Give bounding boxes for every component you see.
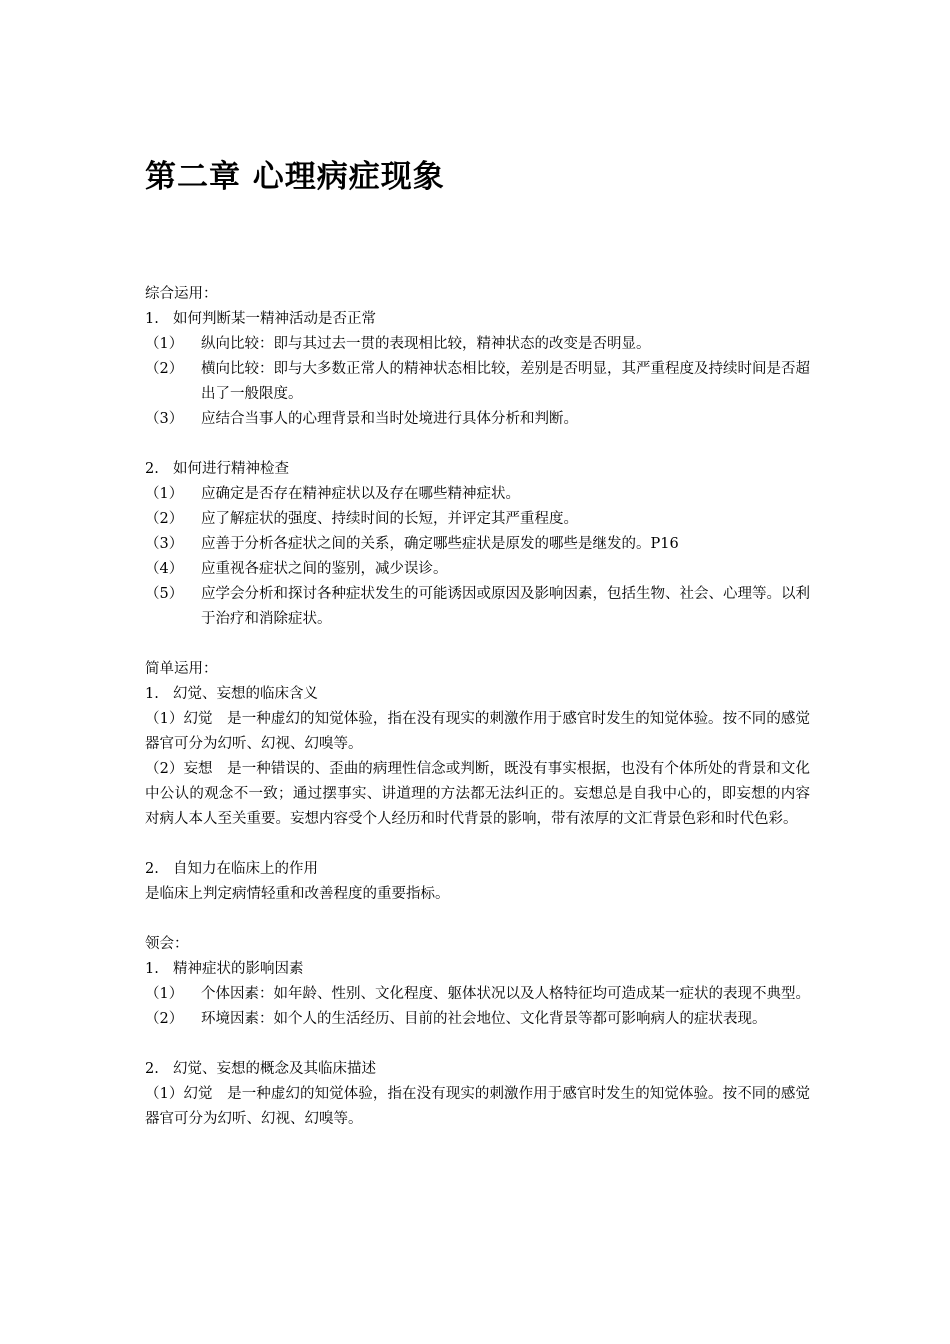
question-title: 如何判断某一精神活动是否正常	[173, 311, 376, 327]
section-heading-simple: 简单运用：	[145, 661, 218, 677]
list-item	[145, 982, 810, 1007]
item-marker: （2）	[145, 361, 184, 377]
item-marker: （1）	[145, 986, 184, 1002]
question-title: 自知力在临床上的作用	[173, 861, 318, 877]
list-item	[145, 482, 810, 507]
item-marker: （1）	[145, 336, 184, 352]
spacer	[145, 632, 810, 657]
question-number: 2.	[145, 861, 159, 877]
spacer	[145, 907, 810, 932]
question-number: 2.	[145, 461, 159, 477]
list-item	[145, 407, 810, 432]
section-heading-comprehensive: 综合运用：	[145, 286, 218, 302]
spacer	[145, 432, 810, 457]
question-title: 幻觉、妄想的临床含义	[173, 686, 318, 702]
paragraph: （2）妄想 是一种错误的、歪曲的病理性信念或判断，既没有事实根据，也没有个体所处的背景和文化中公认的观念不一致；通过摆事实、讲道理的方法都无法纠正的。妄想总是自我中心的，即妄想的内容对病人本人至关重要。妄想内容受个人经历和时代背景的影响，带有浓厚的文汇背景色彩和时代色彩。	[145, 761, 810, 827]
section-heading-understanding: 领会：	[145, 936, 189, 952]
item-marker: （3）	[145, 411, 184, 427]
item-text: 应结合当事人的心理背景和当时处境进行具体分析和判断。	[201, 411, 578, 427]
item-text: 应学会分析和探讨各种症状发生的可能诱因或原因及影响因素，包括生物、社会、心理等。以利于治疗和消除症状。	[201, 586, 810, 627]
question-heading	[145, 1057, 810, 1082]
item-text: 应重视各症状之间的鉴别，减少误诊。	[201, 561, 448, 577]
item-text: 横向比较：即与大多数正常人的精神状态相比较，差别是否明显，其严重程度及持续时间是否超出了一般限度。	[201, 361, 810, 402]
item-marker: （3）	[145, 536, 184, 552]
question-title: 如何进行精神检查	[173, 461, 289, 477]
item-text: 个体因素：如年龄、性别、文化程度、躯体状况以及人格特征均可造成某一症状的表现不典型。	[201, 986, 810, 1002]
question-number: 1.	[145, 686, 159, 702]
spacer	[145, 1032, 810, 1057]
document-body	[145, 282, 810, 1132]
list-item	[145, 582, 810, 632]
item-text: 应善于分析各症状之间的关系，确定哪些症状是原发的哪些是继发的。P16	[201, 536, 679, 552]
paragraph: （1）幻觉 是一种虚幻的知觉体验，指在没有现实的刺激作用于感官时发生的知觉体验。按不同的感觉器官可分为幻听、幻视、幻嗅等。	[145, 711, 810, 752]
paragraph: 是临床上判定病情轻重和改善程度的重要指标。	[145, 886, 450, 902]
question-heading	[145, 957, 810, 982]
item-marker: （2）	[145, 511, 184, 527]
question-heading	[145, 682, 810, 707]
list-item	[145, 357, 810, 407]
item-marker: （2）	[145, 1011, 184, 1027]
chapter-title: 第二章 心理病症现象	[145, 159, 445, 195]
list-item	[145, 507, 810, 532]
question-number: 1.	[145, 961, 159, 977]
list-item	[145, 557, 810, 582]
item-marker: （1）	[145, 486, 184, 502]
question-number: 1.	[145, 311, 159, 327]
item-marker: （4）	[145, 561, 184, 577]
list-item	[145, 332, 810, 357]
question-heading	[145, 857, 810, 882]
question-heading	[145, 307, 810, 332]
question-title: 幻觉、妄想的概念及其临床描述	[173, 1061, 376, 1077]
item-text: 应确定是否存在精神症状以及存在哪些精神症状。	[201, 486, 520, 502]
item-text: 应了解症状的强度、持续时间的长短，并评定其严重程度。	[201, 511, 578, 527]
item-text: 纵向比较：即与其过去一贯的表现相比较，精神状态的改变是否明显。	[201, 336, 651, 352]
list-item	[145, 532, 810, 557]
item-text: 环境因素：如个人的生活经历、目前的社会地位、文化背景等都可影响病人的症状表现。	[201, 1011, 767, 1027]
list-item	[145, 1007, 810, 1032]
spacer	[145, 832, 810, 857]
question-title: 精神症状的影响因素	[173, 961, 304, 977]
question-heading	[145, 457, 810, 482]
item-marker: （5）	[145, 586, 184, 602]
question-number: 2.	[145, 1061, 159, 1077]
paragraph: （1）幻觉 是一种虚幻的知觉体验，指在没有现实的刺激作用于感官时发生的知觉体验。按不同的感觉器官可分为幻听、幻视、幻嗅等。	[145, 1086, 810, 1127]
